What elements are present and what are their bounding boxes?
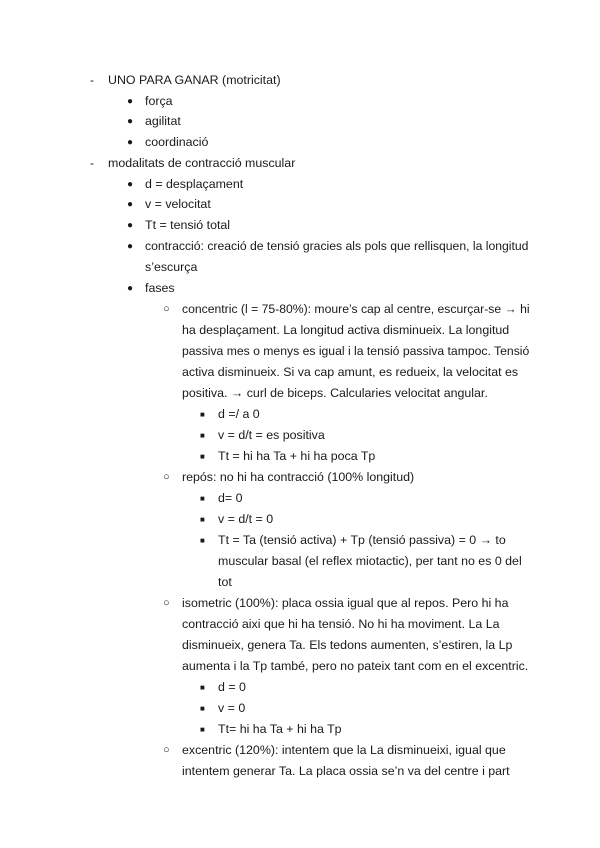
square-marker: ■ (200, 725, 205, 734)
bullet-marker: ● (127, 241, 134, 252)
square-marker: ■ (200, 704, 205, 713)
list-item-text: activa disminueix. Si va cap amunt, es redueix, la velocitat es (182, 365, 519, 379)
list-item-text: muscular basal (el reflex miotactic), per tant no es 0 del (218, 554, 522, 568)
list-item-text: contracció: creació de tensió gracies als pols que rellisquen, la longitud (145, 239, 529, 253)
list-item-text: positiva. → curl de biceps. Calcularies velocitat angular. (182, 386, 488, 400)
dash-marker: - (90, 73, 95, 87)
dash-marker: - (90, 156, 95, 170)
circle-marker: ○ (163, 471, 170, 483)
square-marker: ■ (200, 494, 205, 503)
square-marker: ■ (200, 536, 205, 545)
bullet-marker: ● (127, 96, 134, 107)
square-marker: ■ (200, 515, 205, 524)
list-item-text: Tt = hi ha Ta + hi ha poca Tp (218, 449, 376, 463)
list-item-text: modalitats de contracció muscular (108, 156, 296, 170)
list-item-text: aumenta i la Tp també, pero no pateix tant com en el excentric. (182, 659, 529, 673)
circle-marker: ○ (163, 597, 170, 609)
list-item-text: Tt = tensió total (145, 218, 231, 232)
bullet-marker: ● (127, 116, 134, 127)
list-item-text: excentric (120%): intentem que la La disminueixi, igual que (182, 743, 506, 757)
bullet-marker: ● (127, 137, 134, 148)
list-item-text: concentric (l = 75-80%): moure’s cap al centre, escurçar-se → hi (182, 302, 530, 316)
square-marker: ■ (200, 431, 205, 440)
list-item-text: UNO PARA GANAR (motricitat) (108, 73, 281, 87)
list-item-text: agilitat (145, 114, 181, 128)
square-marker: ■ (200, 410, 205, 419)
list-item-text: tot (218, 575, 232, 589)
list-item-text: v = 0 (218, 701, 246, 715)
list-item-text: v = velocitat (145, 197, 211, 211)
list-item-text: fases (145, 281, 175, 295)
list-item-text: disminueix, genera Ta. Els tedons aumenten, s’estiren, la Lp (182, 638, 513, 652)
square-marker: ■ (200, 452, 205, 461)
list-item-text: repós: no hi ha contracció (100% longitud) (182, 470, 415, 484)
list-item-text: coordinació (145, 135, 209, 149)
list-item-text: d = desplaçament (145, 177, 244, 191)
list-item-text: d= 0 (218, 491, 243, 505)
list-item-text: d = 0 (218, 680, 246, 694)
bullet-marker: ● (127, 179, 134, 190)
square-marker: ■ (200, 683, 205, 692)
list-item-text: isometric (100%): placa ossia igual que al repos. Pero hi ha (182, 596, 509, 610)
list-item-text: s’escurça (145, 260, 198, 274)
list-item-text: passiva mes o menys es igual i la tensió passiva tampoc. Tensió (182, 344, 530, 358)
list-item-text: ha desplaçament. La longitud activa disminueix. La longitud (182, 323, 510, 337)
list-item-text: d =/ a 0 (218, 407, 260, 421)
bullet-marker: ● (127, 199, 134, 210)
list-item-text: v = d/t = 0 (218, 512, 274, 526)
bullet-marker: ● (127, 283, 134, 294)
list-item-text: Tt = Ta (tensió activa) + Tp (tensió passiva) = 0 → to (218, 533, 506, 547)
list-item-text: força (145, 94, 173, 108)
list-item-text: intentem generar Ta. La placa ossia se’n va del centre i part (182, 764, 510, 778)
list-item-text: contracció aixi que hi ha tensió. No hi ha moviment. La La (182, 617, 500, 631)
bullet-marker: ● (127, 220, 134, 231)
circle-marker: ○ (163, 303, 170, 315)
list-item-text: Tt= hi ha Ta + hi ha Tp (218, 722, 342, 736)
circle-marker: ○ (163, 744, 170, 756)
list-item-text: v = d/t = es positiva (218, 428, 325, 442)
